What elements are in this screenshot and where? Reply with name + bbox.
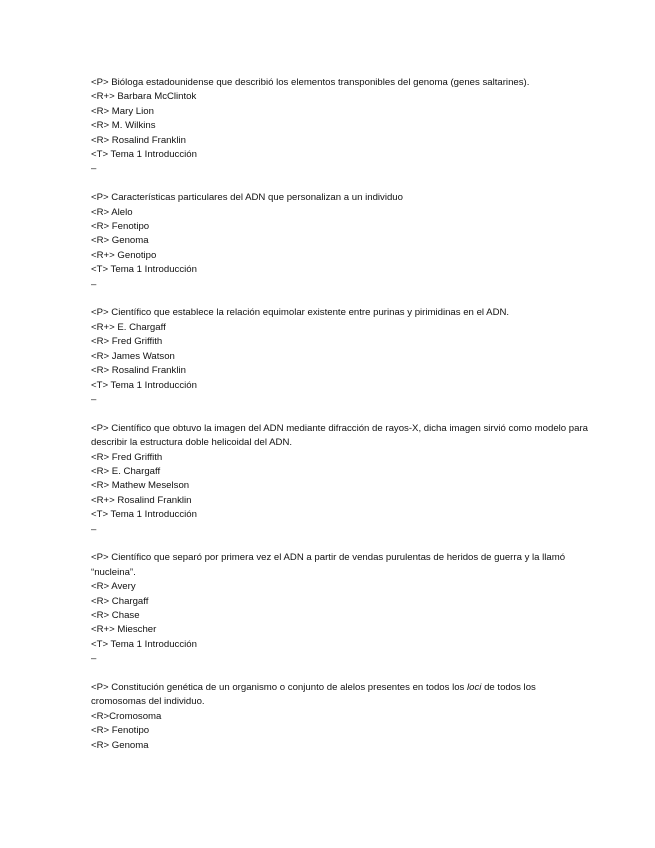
prompt-italic-text: loci (467, 681, 482, 693)
answer-option: <R> E. Chargaff (91, 465, 161, 477)
topic-line: <T> Tema 1 Introducción (91, 509, 197, 521)
answer-option: <R> Chargaff (91, 595, 149, 607)
answer-option: <R+> E. Chargaff (91, 321, 166, 333)
question-prompt: <P> Bióloga estadounidense que describió los elementos transponibles del genoma (genes saltarines). (91, 77, 530, 88)
question-block (91, 76, 591, 177)
question-prompt: <P> Características particulares del ADN que personalizan a un individuo (91, 192, 403, 204)
answer-option: <R> Genoma (91, 235, 149, 247)
question-block (91, 191, 591, 292)
question-block (91, 306, 591, 407)
answer-option: <R> Alelo (91, 206, 133, 218)
question-prompt: <P> Científico que separó por primera vez el ADN a partir de vendas purulentas de heridos de guerra y la llamó “nucleina”. (91, 552, 568, 578)
separator: – (91, 653, 97, 665)
answer-option: <R> Avery (91, 581, 136, 593)
prompt-text: <P> Constitución genética de un organismo o conjunto de alelos presentes en todos los (91, 681, 468, 693)
answer-option: <R> James Watson (91, 350, 175, 362)
separator: – (91, 393, 97, 405)
answer-option: <R> Rosalind Franklin (91, 365, 186, 377)
question-block (91, 422, 591, 537)
question-prompt: <P> Científico que establece la relación equimolar existente entre purinas y pirimidinas en el ADN. (91, 307, 510, 319)
separator: – (91, 523, 97, 535)
prompt-text: de todos los cromosomas del individuo. (91, 681, 539, 708)
topic-line: <T> Tema 1 Introducción (91, 379, 197, 391)
answer-option: <R+> Barbara McClintok (91, 91, 197, 103)
answer-option: <R> Fenotipo (91, 725, 150, 737)
question-prompt: <P> Científico que obtuvo la imagen del ADN mediante difracción de rayos-X, dicha imagen sirvió como modelo para describir la estructura doble helicoidal del ADN. (91, 422, 591, 449)
topic-line: <T> Tema 1 Introducción (91, 149, 197, 161)
answer-option: <R+> Miescher (91, 624, 157, 636)
answer-option: <R+> Genotipo (91, 249, 157, 261)
separator: – (91, 278, 97, 290)
answer-option: <R> Fred Griffith (91, 336, 163, 348)
answer-option: <R> Mary Lion (91, 105, 154, 117)
answer-option: <R> Genoma (91, 739, 149, 751)
question-block (91, 681, 591, 753)
separator: – (91, 163, 97, 175)
topic-line: <T> Tema 1 Introducción (91, 638, 197, 650)
topic-line: <T> Tema 1 Introducción (91, 264, 197, 276)
question-list (91, 76, 591, 767)
answer-option: <R> M. Wilkins (91, 120, 156, 132)
answer-option: <R>Cromosoma (91, 710, 162, 722)
answer-option: <R> Chase (91, 609, 140, 621)
answer-option: <R> Mathew Meselson (91, 480, 190, 492)
answer-option: <R> Fenotipo (91, 221, 150, 233)
answer-option: <R+> Rosalind Franklin (91, 494, 192, 506)
question-block (91, 551, 591, 666)
question-prompt (91, 681, 591, 710)
answer-option: <R> Rosalind Franklin (91, 134, 186, 146)
answer-option: <R> Fred Griffith (91, 451, 163, 463)
